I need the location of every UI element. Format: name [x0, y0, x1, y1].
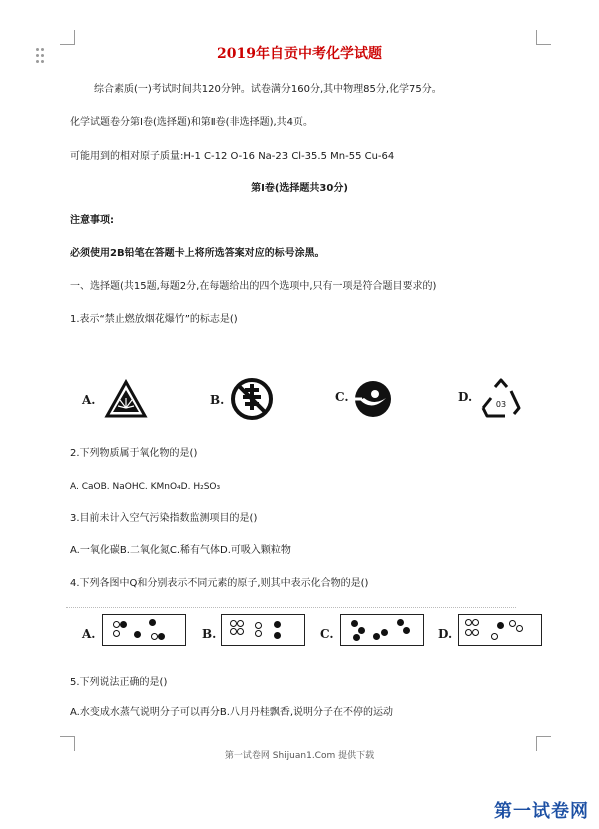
q1-option-a-label: A.	[82, 393, 96, 407]
question-2: 2.下列物质属于氧化物的是()	[70, 448, 198, 459]
recycle-icon	[478, 377, 524, 421]
q4-diagram-a	[102, 614, 186, 646]
intro-line-1: 综合素质(一)考试时间共120分钟。试卷满分160分,其中物理85分,化学75分。	[94, 84, 442, 95]
q4-diagram-c	[340, 614, 424, 646]
question-2-options: A. CaOB. NaOHC. KMnO₄D. H₂SO₃	[70, 482, 221, 492]
notice-text: 必须使用2B铅笔在答题卡上将所选答案对应的标号涂黑。	[70, 248, 325, 259]
recycle-code-label: 03	[495, 400, 507, 409]
q1-option-c-label: C.	[335, 390, 349, 404]
q1-option-d-label: D.	[458, 390, 473, 404]
notice-heading: 注意事项:	[70, 215, 114, 226]
part-intro: 一、选择题(共15题,每题2分,在每题给出的四个选项中,只有一项是符合题目要求的)	[70, 281, 437, 292]
brand-watermark: 第一试卷网	[494, 801, 589, 822]
question-3-options: A.一氧化碳B.二氧化氮C.稀有气体D.可吸入颗粒物	[70, 545, 291, 556]
divider-dotted	[66, 607, 516, 608]
question-4: 4.下列各图中Q和分别表示不同元素的原子,则其中表示化合物的是()	[70, 578, 369, 589]
emblem-icon	[352, 378, 394, 420]
q1-option-b-label: B.	[210, 393, 225, 407]
q4-option-a-label: A.	[82, 627, 96, 641]
q4-diagram-d	[458, 614, 542, 646]
page-title: 2019年自贡中考化学试题	[217, 46, 382, 62]
question-5-options: A.水变成水蒸气说明分子可以再分B.八月丹桂飘香,说明分子在不停的运动	[70, 707, 394, 718]
section-title: 第Ⅰ卷(选择题共30分)	[251, 183, 348, 194]
question-5: 5.下列说法正确的是()	[70, 677, 168, 688]
q4-diagram-b	[221, 614, 305, 646]
page-footer: 第一试卷网 Shijuan1.Com 提供下载	[224, 751, 375, 761]
question-3: 3.目前未计入空气污染指数监测项目的是()	[70, 513, 258, 524]
q4-option-c-label: C.	[320, 627, 334, 641]
question-1: 1.表示“禁止燃放烟花爆竹”的标志是()	[70, 314, 238, 325]
q4-option-d-label: D.	[438, 627, 453, 641]
no-firecrackers-icon	[230, 377, 274, 421]
intro-line-2: 化学试题卷分第Ⅰ卷(选择题)和第Ⅱ卷(非选择题),共4页。	[70, 117, 314, 128]
fireworks-warning-icon	[104, 379, 148, 419]
intro-line-3: 可能用到的相对原子质量:H-1 C-12 O-16 Na-23 Cl-35.5 Mn-55 Cu-64	[70, 151, 395, 162]
q4-option-b-label: B.	[202, 627, 217, 641]
